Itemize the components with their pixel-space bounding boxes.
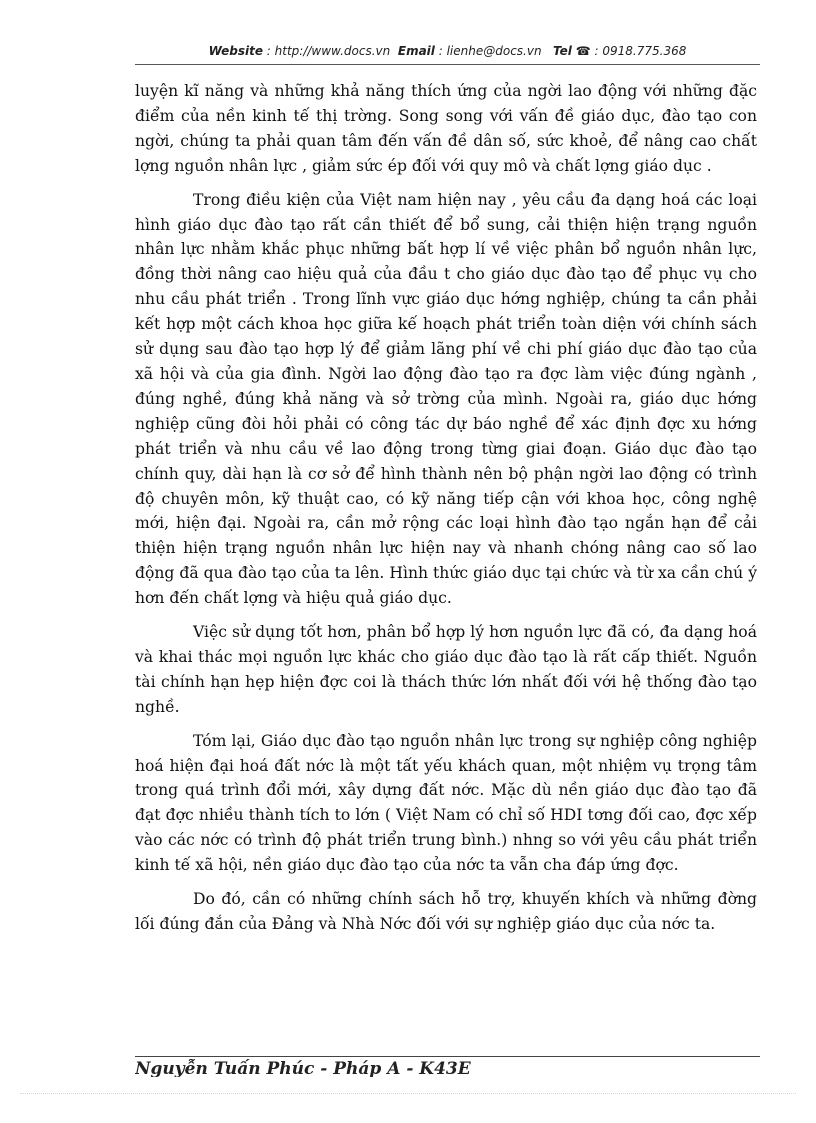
page-header	[135, 44, 760, 58]
footer-divider	[135, 1056, 760, 1057]
paragraph-5: Do đó, cần có những chính sách hỗ trợ, khuyến khích và những đờng lối đúng đắn của Đảng và Nhà Nớc đối với sự nghiệp giáo dục của nớc ta.	[135, 890, 757, 933]
paragraph-3: Việc sử dụng tốt hơn, phân bổ hợp lý hơn nguồn lực đã có, đa dạng hoá và khai thác mọi nguồn lực khác cho giáo dục đào tạo là rất cấp thiết. Nguồn tài chính hạn hẹp hiện đợc coi là thách thức lớn nhất đối với hệ thống đào tạo nghề.	[135, 623, 757, 716]
document-body	[135, 79, 757, 946]
paragraph-2: Trong điều kiện của Việt nam hiện nay , yêu cầu đa dạng hoá các loại hình giáo dục đào tạo rất cần thiết để bổ sung, cải thiện hiện trạng nguồn nhân lực nhằm khắc phục những bất hợp lí về việc phân bổ nguồn nhân lực, đồng thời nâng cao hiệu quả của đầu t cho giáo dục đào tạo để phục vụ cho nhu cầu phát triển . Trong lĩnh vực giáo dục hớng nghiệp, chúng ta cần phải kết hợp một cách khoa học giữa kế hoạch phát triển toàn diện với chính sách sử dụng sau đào tạo hợp lý để giảm lãng phí về chi phí giáo dục đào tạo của xã hội và của gia đình. Ngời lao động đào tạo ra đợc làm việc đúng ngành , đúng nghề, đúng khả năng và sở trờng của mình. Ngoài ra, giáo dục hớng nghiệp cũng đòi hỏi phải có công tác dự báo nghề để xác định đợc xu hớng phát triển và nhu cầu về lao động trong từng giai đoạn. Giáo dục đào tạo chính quy, dài hạn là cơ sở để hình thành nên bộ phận ngời lao động có trình độ chuyên môn, kỹ thuật cao, có kỹ năng tiếp cận với khoa học, công nghệ mới, hiện đại. Ngoài ra, cần mở rộng các loại hình đào tạo ngắn hạn để cải thiện hiện trạng nguồn nhân lực hiện nay và nhanh chóng nâng cao số lao động đã qua đào tạo của ta lên. Hình thức giáo dục tại chức và từ xa cần chú ý hơn đến chất lợng và hiệu quả giáo dục.	[135, 190, 757, 608]
tel-label: Tel	[553, 44, 572, 58]
website-label: Website	[208, 44, 263, 58]
paragraph-4: Tóm lại, Giáo dục đào tạo nguồn nhân lực trong sự nghiệp công nghiệp hoá hiện đại hoá đất nớc là một tất yếu khách quan, một nhiệm vụ trọng tâm trong quá trình đổi mới, xây dựng đất nớc. Mặc dù nền giáo dục đào tạo đã đạt đợc nhiều thành tích to lớn ( Việt Nam có chỉ số HDI tơng đối cao, đợc xếp vào các nớc có trình độ phát triển trung bình.) nhng so với yêu cầu phát triển kinh tế xã hội, nền giáo dục đào tạo của nớc ta vẫn cha đáp ứng đợc.	[135, 731, 757, 875]
header-divider	[135, 64, 760, 65]
footer-author: Nguyễn Tuấn Phúc - Pháp A - K43E	[135, 1059, 471, 1077]
website-value: : http://www.docs.vn	[266, 44, 391, 58]
email-label: Email	[397, 44, 435, 58]
tel-value: : 0918.775.368	[594, 44, 687, 58]
page-edge-divider	[20, 1093, 796, 1094]
email-value: : lienhe@docs.vn	[438, 44, 542, 58]
paragraph-1: luyện kĩ năng và những khả năng thích ứng của ngời lao động với những đặc điểm của nền kinh tế thị trờng. Song song với vấn đề giáo dục, đào tạo con ngời, chúng ta phải quan tâm đến vấn đề dân số, sức khoẻ, để nâng cao chất lợng nguồn nhân lực , giảm sức ép đối với quy mô và chất lợng giáo dục .	[135, 82, 757, 175]
phone-icon: ☎	[575, 44, 591, 58]
